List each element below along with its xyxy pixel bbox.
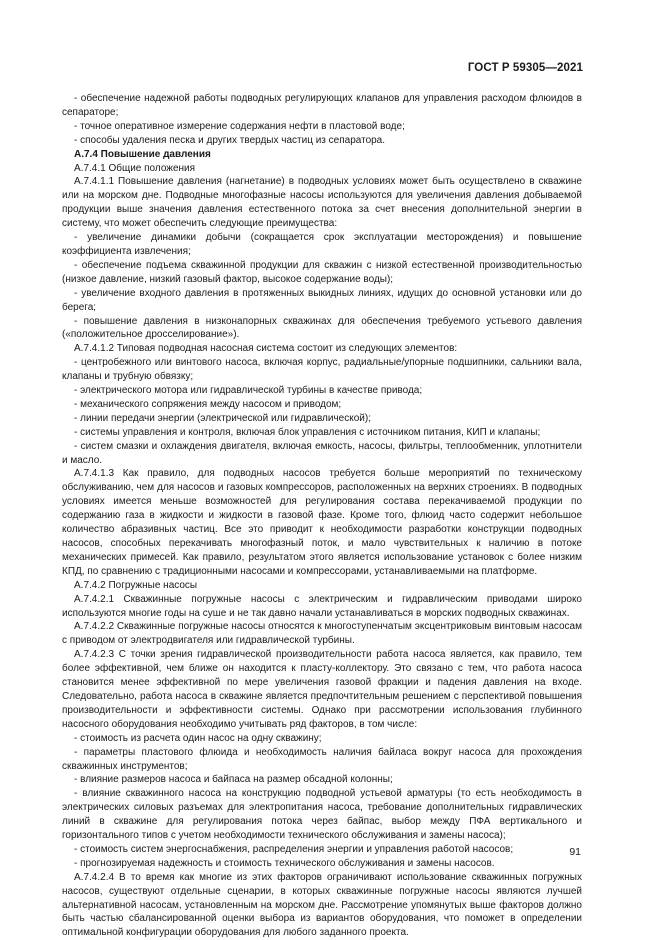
document-header: ГОСТ Р 59305—2021: [467, 62, 583, 74]
bullet-item: - систем смазки и охлаждения двигателя, включая емкость, насосы, фильтры, теплообменник, уплотнители и масло.: [62, 440, 582, 466]
paragraph: А.7.4.2.1 Скважинные погружные насосы с электрическим и гидравлическим приводами широко используются многие годы на суше и не так давно начали устанавливаться в морских подводных скважинах.: [62, 593, 582, 619]
section-heading: А.7.4 Повышение давления: [74, 148, 211, 160]
bullet-item: - обеспечение подъема скважинной продукции для скважин с низкой естественной производительностью (низкое давление, низкий газовый фактор, высокое содержание воды);: [62, 259, 582, 285]
bullet-item: - линии передачи энергии (электрической или гидравлической);: [74, 412, 371, 424]
paragraph: А.7.4.1.2 Типовая подводная насосная система состоит из следующих элементов:: [74, 343, 458, 355]
paragraph: А.7.4.1.1 Повышение давления (нагнетание) в подводных условиях может быть осуществлено в скважине или на морском дне. Подводные многофазные насосы используются для увеличения давления добываемой продукции выше значения давления естественного потока за счет внесения дополнительной энергии в систему, что может обеспечить следующие преимущества:: [62, 176, 582, 230]
bullet-item: - механического сопряжения между насосом и приводом;: [74, 398, 342, 410]
bullet-item: - способы удаления песка и других твердых частиц из сепаратора.: [74, 134, 386, 146]
bullet-item: - прогнозируемая надежность и стоимость технического обслуживания и замены насосов.: [74, 857, 495, 869]
subsection-heading: А.7.4.1 Общие положения: [74, 162, 196, 174]
paragraph: А.7.4.1.3 Как правило, для подводных насосов требуется больше мероприятий по техническому обслуживанию, чем для насосов и газовых компрессоров, расположенных на верхних строениях. В подводных условиях имеется меньше возможностей для регулирования состава перекачиваемой продукции по содержанию газа в жидкости и жидкости в газовой фазе. Кроме того, флюид часто содержит небольшое количество абразивных частиц. Все это приводит к необходимости разработки конструкции подводных насосов, способных перекачивать многофазный поток, и мало чувствительных к наличию в потоке механических примесей. Как правило, результатом этого является использование установок с более низким КПД, по сравнению с традиционными насосами и компрессорами, устанавливаемыми на платформе.: [62, 468, 582, 577]
bullet-item: - влияние размеров насоса и байпаса на размер обсадной колонны;: [74, 774, 393, 786]
bullet-item: - влияние скважинного насоса на конструкцию подводной устьевой арматуры (то есть необходимость в электрических силовых разъемах для электропитания насоса, требование дополнительных гидравлических линий в скважине для регулирования потока через байпас, выбор между ПФА вертикального и горизонтального типов с учетом необходимости технического обслуживания и замены насоса);: [62, 788, 582, 842]
bullet-item: - увеличение входного давления в протяженных выкидных линиях, идущих до основной установки или до берега;: [62, 287, 582, 313]
bullet-item: - стоимость из расчета один насос на одну скважину;: [74, 732, 322, 744]
bullet-item: - параметры пластового флюида и необходимость наличия байласа вокруг насоса для прохождения скважинных инструментов;: [62, 746, 582, 772]
subsection-heading: А.7.4.2 Погружные насосы: [74, 579, 198, 591]
bullet-item: - центробежного или винтового насоса, включая корпус, радиальные/упорные подшипники, сальники вала, клапаны и трубную обвязку;: [62, 357, 582, 383]
bullet-item: - увеличение динамики добычи (сокращается срок эксплуатации месторождения) и повышение коэффициента извлечения;: [62, 232, 582, 257]
paragraph: А.7.4.2.4 В то время как многие из этих факторов ограничивают использование скважинных погружных насосов, существуют отдельные сценарии, в которых скважинные погружные насосы являются лучшей альтернативной насосам, установленным на морском дне. Рассмотрение упомянутых выше факторов должно быть частью сбалансированной оценки выбора из вариантов оборудования, что поможет в определении оптимальной конфигурации оборудования для любого заданного проекта.: [62, 871, 582, 939]
page-number: 91: [569, 846, 581, 858]
bullet-item: - стоимость систем энергоснабжения, распределения энергии и управления работой насосов;: [74, 843, 514, 855]
bullet-item: - обеспечение надежной работы подводных регулирующих клапанов для управления расходом флюидов в сепараторе;: [62, 93, 582, 118]
bullet-item: - точное оперативное измерение содержания нефти в пластовой воде;: [74, 120, 405, 132]
bullet-item: - системы управления и контроля, включая блок управления с источником питания, КИП и клапаны;: [74, 426, 541, 438]
bullet-item: - электрического мотора или гидравлической турбины в качестве привода;: [74, 385, 423, 397]
bullet-item: - повышение давления в низконапорных скважинах для обеспечения требуемого устьевого давления («положительное дросселирование»).: [62, 315, 582, 341]
document-body: [62, 92, 582, 940]
paragraph: А.7.4.2.2 Скважинные погружные насосы относятся к многоступенчатым эксцентриковым винтовым насосам с приводом от электродвигателя или гидравлической турбины.: [62, 621, 582, 647]
paragraph: А.7.4.2.3 С точки зрения гидравлической производительности работа насоса является, как правило, тем более эффективной, чем ближе он находится к пласту-коллектору. Это связано с тем, что работа насоса становится менее эффективной по мере увеличения газовой фракции и падения давления на входе. Следовательно, работа насоса в скважине является предпочтительным решением с перспективой повышения производительности и эффективности системы. Однако при рассмотрении использования глубинного насосного оборудования необходимо учитывать ряд факторов, в том числе:: [62, 649, 582, 730]
